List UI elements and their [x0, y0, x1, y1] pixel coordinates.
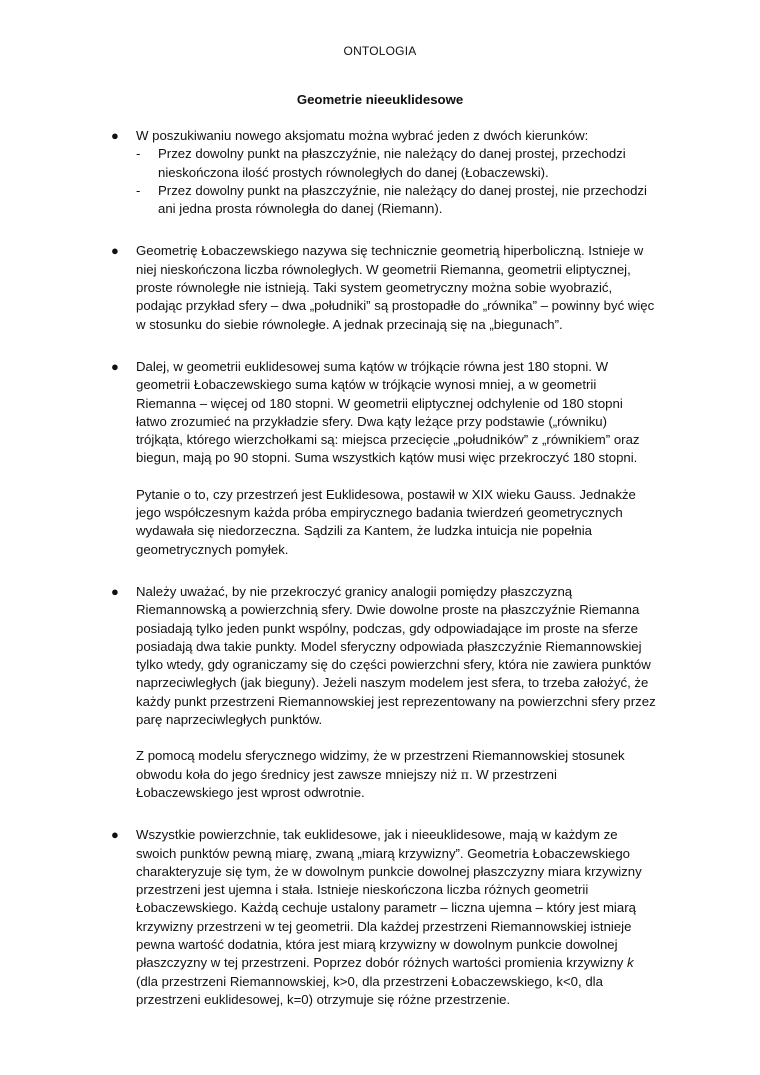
- pi-symbol: π: [460, 766, 469, 782]
- bullet-section-4: [111, 583, 656, 802]
- document-body: [111, 127, 656, 1009]
- bullet-section-3: [111, 358, 656, 559]
- dash-list: [136, 145, 656, 218]
- section-4-paragraph-1: Należy uważać, by nie przekroczyć granicy analogii pomiędzy płaszczyzną Riemannowską a powierzchnią sfery. Dwie dowolne proste na płaszczyźnie Riemanna posiadają tylko jeden punkt wspólny, podczas, gdy odpowiadające im proste na sferze posiadają dwa takie punkty. Model sferyczny odpowiada płaszczyźnie Riemannowskiej tylko wtedy, gdy ograniczamy się do części powierzchni sfery, która nie zawiera punktów naprzeciwległych (jak bieguny). Jeżeli naszym modelem jest sfera, to trzeba założyć, że każdy punkt przestrzeni Riemannowskiej jest reprezentowany na powierzchni sfery przez parę naprzeciwległych punktów.: [136, 583, 656, 728]
- bullet-section-1: [111, 127, 656, 218]
- list-item-text: Przez dowolny punkt na płaszczyźnie, nie należący do danej prostej, przechodzi nieskończona ilość prostych równoległych do danej (Łobaczewski).: [158, 146, 626, 180]
- list-item: [136, 182, 656, 219]
- section-2-text: Geometrię Łobaczewskiego nazywa się technicznie geometrią hiperboliczną. Istnieje w niej nieskończona liczba równoległych. W geometrii Riemanna, geometrii eliptycznej, proste równoległe nie istnieją. Taki system geometryczny można sobie wyobrazić, podając przykład sfery – dwa „południki” są prostopadłe do „równika” – powinny być więc w stosunku do siebie równoległe. A jednak przecinają się na „biegunach”.: [136, 243, 655, 332]
- section-5-text: [136, 826, 656, 1009]
- section-3-paragraph-2: Pytanie o to, czy przestrzeń jest Euklidesowa, postawił w XIX wieku Gauss. Jednakże jego współczesnym każda próba empirycznego badania twierdzeń geometrycznych wydawała się niedorzeczna. Sądzili za Kantem, że ludzka intuicja nie popełnia geometrycznych pomyłek.: [136, 486, 636, 557]
- bullet-icon: ●: [111, 243, 119, 259]
- section-4-p2-start: Z pomocą modelu sferycznego widzimy, że w przestrzeni Riemannowskiej stosunek obwodu koła do jego średnicy jest zawsze mniejszy niż: [136, 748, 625, 782]
- dash-icon: -: [136, 146, 141, 162]
- bullet-section-5: [111, 826, 656, 1009]
- section-3-paragraph-1: Dalej, w geometrii euklidesowej suma kątów w trójkącie równa jest 180 stopni. W geometrii Łobaczewskiego suma kątów w trójkącie wynosi mniej, a w geometrii Riemanna – więcej od 180 stopni. W geometrii eliptycznej odchylenie od 180 stopni łatwo zrozumieć na przykładzie sfery. Dwa kąty leżące przy podstawie („równiku) trójkąta, którego wierzchołkami są: miejsca przecięcie „południków” z „równikiem” oraz biegun, mają po 90 stopni. Suma wszystkich kątów musi więc przekroczyć 180 stopni.: [136, 358, 640, 466]
- bullet-icon: ●: [111, 827, 119, 843]
- bullet-section-2: [111, 242, 656, 333]
- section-4-p2-end: . W przestrzeni Łobaczewskiego jest wprost odwrotnie.: [136, 766, 557, 800]
- section-5-text-start: Wszystkie powierzchnie, tak euklidesowe, jak i nieeuklidesowe, mają w każdym ze swoich punktów pewną miarę, zwaną „miarą krzywizny”. Geometria Łobaczewskiego charakteryzuje się tym, że w dowolnym punkcie dowolnej płaszczyzny miara krzywizny przestrzeni jest ujemna i stała. Istnieje nieskończona liczba różnych geometrii Łobaczewskiego. Każdą cechuje ustalony parametr – liczna ujemna – który jest miarą krzywizny przestrzeni w tej geometrii. Dla każdej przestrzeni Riemannowskiej istnieje pewna wartość dodatnia, która jest miarą krzywizny w dowolnym punkcie dowolnej płaszczyzny w tej przestrzeni. Poprzez dobór różnych wartości promienia krzywizny: [136, 827, 642, 971]
- section-4-paragraph-2: [136, 747, 656, 802]
- bullet-icon: ●: [111, 358, 119, 374]
- list-item: [136, 145, 656, 182]
- page-header: ONTOLOGIA: [343, 44, 417, 58]
- bullet-icon: ●: [111, 128, 119, 143]
- section-5-text-end: (dla przestrzeni Riemannowskiej, k>0, dla przestrzeni Łobaczewskiego, k<0, dla przestrzeni euklidesowej, k=0) otrzymuje się różne przestrzenie.: [136, 973, 603, 1007]
- section-1-intro: W poszukiwaniu nowego aksjomatu można wybrać jeden z dwóch kierunków:: [136, 128, 589, 143]
- page-title: Geometrie nieeuklidesowe: [296, 92, 464, 107]
- k-variable: k: [627, 955, 634, 971]
- dash-icon: -: [136, 182, 141, 198]
- list-item-text: Przez dowolny punkt na płaszczyźnie, nie należący do danej prostej, nie przechodzi ani jedna prosta równoległa do danej (Riemann).: [158, 182, 647, 217]
- bullet-icon: ●: [111, 583, 119, 599]
